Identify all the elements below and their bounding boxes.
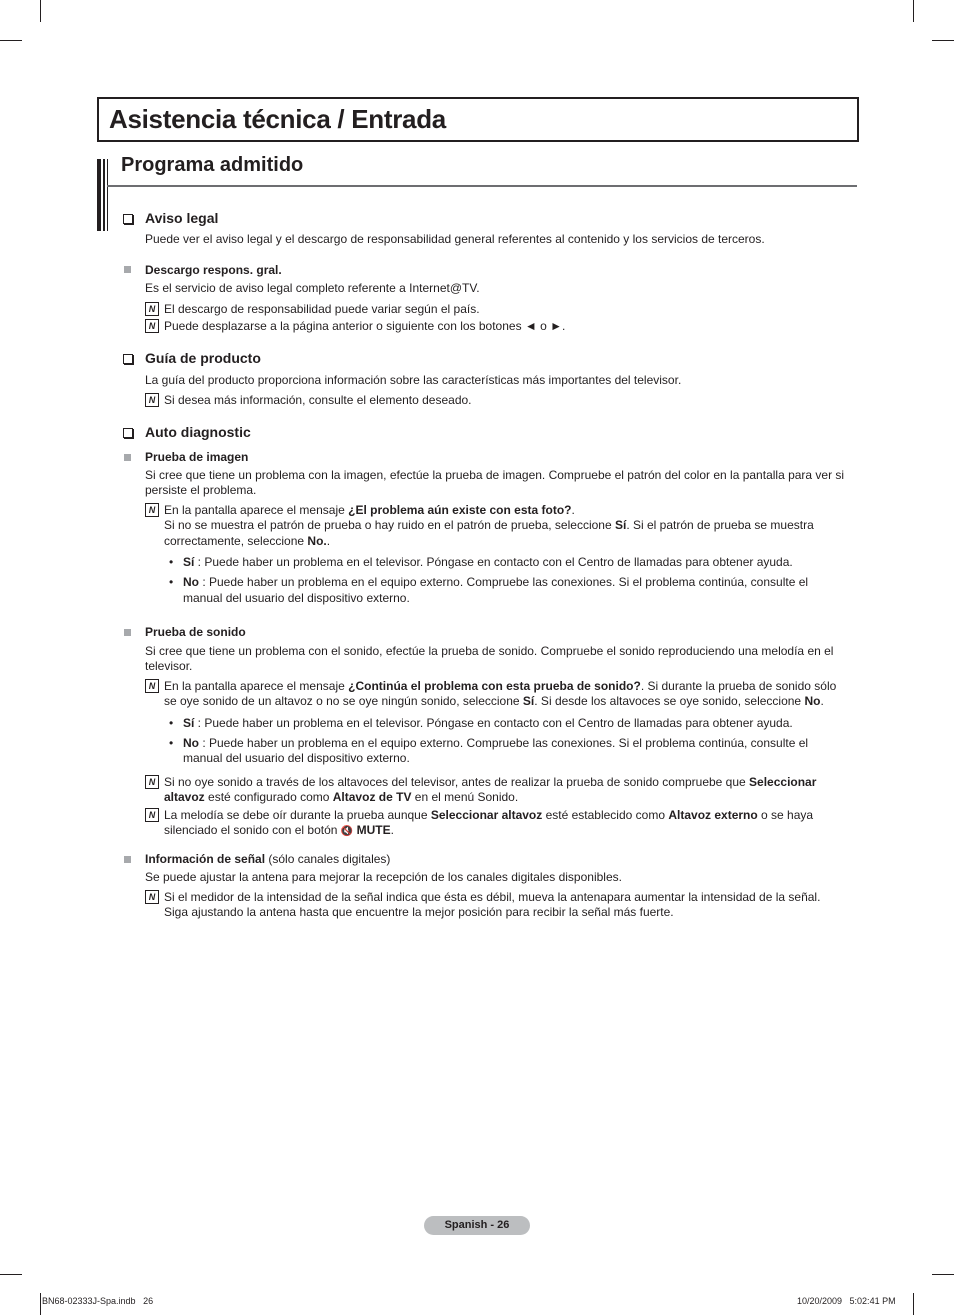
imagen-bullet-no-2: manual del usuario del dispositivo externo. — [183, 591, 410, 605]
sonido-note1-l1: En la pantalla aparece el mensaje ¿Continúa el problema con esta prueba de sonido?. Si durante la prueba de sonido sólo — [164, 679, 837, 693]
imagen-desc-1: Si cree que tiene un problema con la imagen, efectúe la prueba de imagen. Compruebe el patrón del color en la pantalla para ver si — [145, 468, 845, 482]
crop-mark — [913, 0, 914, 22]
checkbox-icon — [123, 354, 133, 364]
guia-heading: Guía de producto — [145, 350, 261, 366]
crop-mark — [932, 1274, 954, 1275]
bullet-icon: • — [169, 575, 174, 589]
crop-mark — [40, 1293, 41, 1315]
note-icon: N — [145, 808, 159, 822]
crop-mark — [932, 40, 954, 41]
footer-file: BN68-02333J-Spa.indb 26 — [42, 1296, 154, 1306]
sonido-note2-l2: altavoz esté configurado como Altavoz de TV en el menú Sonido. — [164, 790, 519, 804]
sonido-bullet-si: Sí : Puede haber un problema en el televisor. Póngase en contacto con el Centro de llamadas para obtener ayuda. — [183, 716, 793, 730]
checkbox-icon — [123, 428, 133, 438]
title-box — [97, 97, 859, 142]
senal-note-2: Siga ajustando la antena hasta que encuentre la mejor posición para recibir la señal más fuerte. — [164, 905, 674, 919]
square-bullet-icon — [124, 629, 131, 636]
footer-datetime: 10/20/2009 5:02:41 PM — [797, 1296, 896, 1306]
sonido-note2-l1: Si no oye sonido a través de los altavoces del televisor, antes de realizar la prueba de sonido compruebe que Seleccionar — [164, 775, 817, 789]
imagen-note-l3: correctamente, seleccione No.. — [164, 534, 331, 548]
note-icon: N — [145, 775, 159, 789]
descargo-desc: Es el servicio de aviso legal completo referente a Internet@TV. — [145, 281, 480, 295]
imagen-note-l1: En la pantalla aparece el mensaje ¿El problema aún existe con esta foto?. — [164, 503, 575, 517]
sonido-desc-2: televisor. — [145, 659, 193, 673]
sonido-note3-l2: silenciado el sonido con el botón 🔇 MUTE. — [164, 823, 394, 837]
note-icon: N — [145, 503, 159, 517]
imagen-heading: Prueba de imagen — [145, 450, 249, 464]
aviso-desc: Puede ver el aviso legal y el descargo de responsabilidad general referentes al contenido y los servicios de terceros. — [145, 232, 765, 246]
sonido-heading: Prueba de sonido — [145, 625, 246, 639]
aviso-heading: Aviso legal — [145, 210, 219, 226]
checkbox-icon — [123, 214, 133, 224]
note-icon: N — [145, 393, 159, 407]
square-bullet-icon — [124, 856, 131, 863]
imagen-bullet-no: No : Puede haber un problema en el equipo externo. Compruebe las conexiones. Si el problema continúa, consulte el — [183, 575, 809, 589]
note-icon: N — [145, 319, 159, 333]
senal-note-1: Si el medidor de la intensidad de la señal indica que ésta es débil, mueva la antenapara aumentar la intensidad de la señal. — [164, 890, 821, 904]
auto-heading: Auto diagnostic — [145, 424, 251, 440]
page-title: Asistencia técnica / Entrada — [109, 104, 446, 134]
guia-note-1: Si desea más información, consulte el elemento deseado. — [164, 393, 472, 407]
imagen-note-l2: Si no se muestra el patrón de prueba o hay ruido en el patrón de prueba, seleccione Sí. Si el patrón de prueba se muestra — [164, 518, 814, 532]
square-bullet-icon — [124, 454, 131, 461]
section-rule — [107, 185, 857, 187]
note-icon: N — [145, 679, 159, 693]
imagen-bullet-si: Sí : Puede haber un problema en el televisor. Póngase en contacto con el Centro de llamadas para obtener ayuda. — [183, 555, 793, 569]
imagen-desc-2: persiste el problema. — [145, 483, 257, 497]
note-icon: N — [145, 890, 159, 904]
crop-mark — [0, 1274, 22, 1275]
senal-heading: Información de señal (sólo canales digitales) — [145, 852, 391, 866]
bullet-icon: • — [169, 736, 174, 750]
sonido-desc-1: Si cree que tiene un problema con el sonido, efectúe la prueba de sonido. Compruebe el sonido reproduciendo una melodía en el — [145, 644, 834, 658]
descargo-heading: Descargo respons. gral. — [145, 263, 282, 277]
sonido-note3-l1: La melodía se debe oír durante la prueba aunque Seleccionar altavoz esté establecido como Altavoz externo o se haya — [164, 808, 814, 822]
mute-icon: 🔇 — [340, 826, 354, 837]
crop-mark — [913, 1293, 914, 1315]
descargo-note-1: El descargo de responsabilidad puede variar según el país. — [164, 302, 480, 316]
crop-mark — [40, 0, 41, 22]
sonido-note1-l2: se oye sonido de un altavoz o no se oye ningún sonido, seleccione Sí. Si desde los altavoces se oye sonido, seleccione No. — [164, 694, 824, 708]
page-number-badge: Spanish - 26 — [424, 1216, 530, 1235]
senal-desc: Se puede ajustar la antena para mejorar la recepción de los canales digitales disponibles. — [145, 870, 622, 884]
note-icon: N — [145, 302, 159, 316]
descargo-note-2: Puede desplazarse a la página anterior o siguiente con los botones ◄ o ►. — [164, 319, 566, 333]
sonido-bullet-no-2: manual del usuario del dispositivo externo. — [183, 751, 410, 765]
section-title: Programa admitido — [121, 154, 304, 176]
crop-mark — [0, 40, 22, 41]
bullet-icon: • — [169, 555, 174, 569]
sonido-bullet-no: No : Puede haber un problema en el equipo externo. Compruebe las conexiones. Si el problema continúa, consulte el — [183, 736, 809, 750]
square-bullet-icon — [124, 266, 131, 273]
bullet-icon: • — [169, 716, 174, 730]
guia-desc: La guía del producto proporciona información sobre las características más importantes del televisor. — [145, 373, 682, 387]
